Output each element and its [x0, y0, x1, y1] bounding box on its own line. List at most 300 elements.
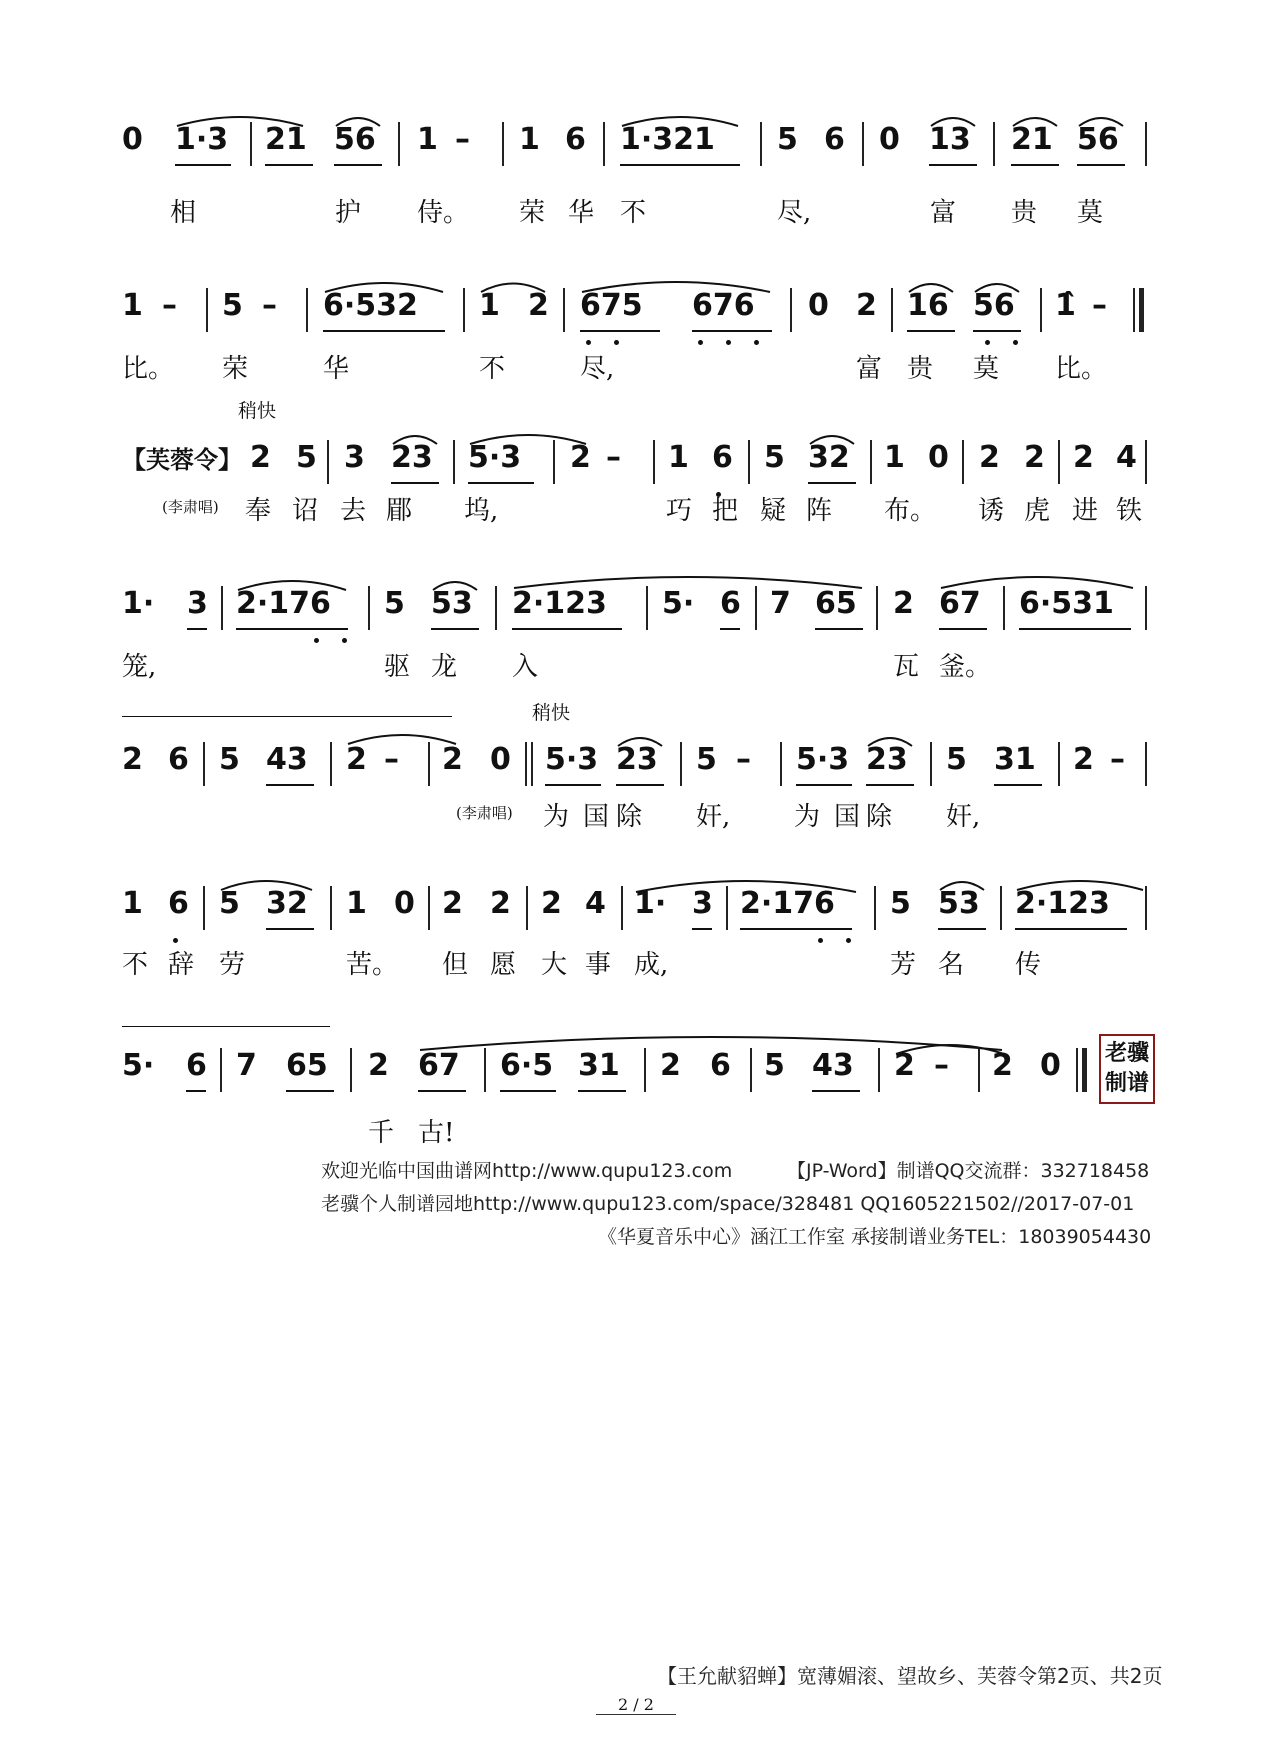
note: 5 [219, 886, 240, 921]
note: 6 [712, 440, 733, 475]
note: 2 [856, 288, 877, 323]
note: 5 [296, 440, 317, 475]
note: 7 [770, 586, 791, 621]
note: 21 [1011, 122, 1053, 157]
lyric: 莫 [1077, 198, 1104, 228]
barline [1058, 742, 1060, 786]
barline [680, 742, 682, 786]
note: – [384, 742, 399, 777]
slur [973, 280, 1021, 294]
lyric: 比。 [1055, 354, 1108, 384]
score-row-4 [0, 586, 1272, 716]
note: 2·176 [740, 886, 835, 921]
lyric: 龙 [431, 652, 458, 682]
underline [1019, 628, 1131, 630]
underline [265, 164, 313, 166]
lyric: 奸, [946, 802, 981, 832]
lower-octave-dot [1013, 340, 1018, 345]
tie-line [122, 716, 452, 717]
barline [531, 742, 533, 786]
lyric: 芳 [890, 950, 917, 980]
note: 2 [250, 440, 271, 475]
lyric: 千 [368, 1118, 395, 1148]
note: 2 [894, 1048, 915, 1083]
barline [525, 742, 527, 786]
lyric: 为 [543, 802, 570, 832]
score-row-3 [0, 440, 1272, 570]
barline [203, 742, 205, 786]
barline [398, 122, 400, 166]
note: 6 [824, 122, 845, 157]
note: 2 [660, 1048, 681, 1083]
barline [993, 122, 995, 166]
note: 5· [662, 586, 695, 621]
note: 1 [417, 122, 438, 157]
lyric: 愿 [490, 950, 517, 980]
note: 2 [1073, 742, 1094, 777]
note: 0 [879, 122, 900, 157]
note: – [162, 288, 177, 323]
barline [453, 440, 455, 484]
note: 0 [490, 742, 511, 777]
lyric: 辞 [168, 950, 195, 980]
underline [468, 482, 534, 484]
barline [330, 886, 332, 930]
underline [323, 330, 445, 332]
note: 5·3 [545, 742, 599, 777]
barline [653, 440, 655, 484]
underline [391, 482, 439, 484]
note: 65 [815, 586, 857, 621]
slur [1015, 878, 1145, 892]
lyric: 大 [541, 950, 568, 980]
note: 2 [1073, 440, 1094, 475]
underline [938, 928, 986, 930]
underline [431, 628, 479, 630]
barline [962, 440, 964, 484]
author-stamp [1099, 1034, 1155, 1104]
note: 31 [578, 1048, 620, 1083]
note: 56 [973, 288, 1015, 323]
barline [368, 586, 370, 630]
note: 5 [890, 886, 911, 921]
lyric: 古! [418, 1118, 455, 1148]
barline [206, 288, 208, 332]
note: 2 [570, 440, 591, 475]
final-barline-thick [1139, 288, 1144, 332]
barline [306, 288, 308, 332]
lyric: 疑 [760, 496, 787, 526]
underline [866, 784, 914, 786]
lyric: 不 [122, 950, 149, 980]
underline [266, 928, 314, 930]
barline [760, 122, 762, 166]
underline [187, 628, 207, 630]
barline [250, 122, 252, 166]
note: 5 [764, 1048, 785, 1083]
barline [563, 288, 565, 332]
barline [780, 742, 782, 786]
lyric: 富 [856, 354, 883, 384]
lyric: 驱 [384, 652, 411, 682]
barline [1145, 742, 1147, 786]
underline [186, 1090, 206, 1092]
singer-note: (李肃唱) [456, 804, 513, 822]
note: – [1110, 742, 1125, 777]
footer-line-1a: 欢迎光临中国曲谱网http://www.qupu123.com [321, 1160, 733, 1182]
underline [929, 164, 977, 166]
note: 2 [979, 440, 1000, 475]
note: 5 [222, 288, 243, 323]
note: 43 [812, 1048, 854, 1083]
note: 3 [692, 886, 713, 921]
lyric: 国 [583, 802, 610, 832]
slur [620, 114, 740, 128]
barline [1040, 288, 1042, 332]
underline [939, 628, 987, 630]
note: 16 [907, 288, 949, 323]
underline [500, 1090, 556, 1092]
slur [479, 280, 547, 294]
lyric: 比。 [122, 354, 175, 384]
singer-note: (李肃唱) [162, 498, 219, 516]
underline [994, 784, 1042, 786]
lower-octave-dot [846, 938, 851, 943]
note: 32 [808, 440, 850, 475]
lyric: 布。 [884, 496, 937, 526]
lower-octave-dot [726, 340, 731, 345]
barline [1058, 440, 1060, 484]
note: 6·532 [323, 288, 418, 323]
lyric: 荣 [222, 354, 249, 384]
note: 5 [219, 742, 240, 777]
lower-octave-dot [818, 938, 823, 943]
note: – [606, 440, 621, 475]
underline [692, 928, 712, 930]
note: 1 [122, 288, 143, 323]
stamp-line-2: 制谱 [1104, 1071, 1149, 1096]
note: 6 [710, 1048, 731, 1083]
note: 2 [541, 886, 562, 921]
note: 4 [585, 886, 606, 921]
underline [580, 330, 660, 332]
underline [334, 164, 382, 166]
barline [891, 288, 893, 332]
barline [1003, 586, 1005, 630]
slur [634, 878, 858, 894]
lower-octave-dot [342, 638, 347, 643]
lyric: 坞, [464, 496, 499, 526]
slur [580, 280, 772, 294]
note: 6·531 [1019, 586, 1114, 621]
lower-octave-dot [586, 340, 591, 345]
note: – [1092, 288, 1107, 323]
slur [1077, 114, 1125, 128]
barline [463, 288, 465, 332]
slur [431, 578, 479, 592]
lyric: 为 [794, 802, 821, 832]
slur [323, 280, 445, 294]
lyric: 贵 [1011, 198, 1038, 228]
tempo-marking: 稍快 [238, 400, 277, 422]
note: 1· [122, 586, 155, 621]
note: 5 [946, 742, 967, 777]
note: 43 [266, 742, 308, 777]
barline [748, 440, 750, 484]
lyric: 苦。 [346, 950, 399, 980]
barline [502, 122, 504, 166]
note: 1 [346, 886, 367, 921]
underline [815, 628, 863, 630]
note: 0 [808, 288, 829, 323]
note: 5 [777, 122, 798, 157]
underline [616, 784, 664, 786]
slur [929, 114, 977, 128]
lyric: 入 [512, 652, 539, 682]
barline [495, 586, 497, 630]
note: 1 [668, 440, 689, 475]
note: 5· [122, 1048, 155, 1083]
note: 5 [696, 742, 717, 777]
lower-octave-dot [754, 340, 759, 345]
note: 6 [168, 886, 189, 921]
lyric: 华 [568, 198, 595, 228]
note: 67 [418, 1048, 460, 1083]
barline [330, 742, 332, 786]
barline [350, 1048, 352, 1092]
note: 7 [236, 1048, 257, 1083]
underline [1077, 164, 1125, 166]
note: 1 [519, 122, 540, 157]
lyric: 郿 [386, 496, 413, 526]
barline [878, 1048, 880, 1092]
note: 0 [1040, 1048, 1061, 1083]
slur [468, 432, 588, 446]
lyric: 成, [634, 950, 669, 980]
note: 1·321 [620, 122, 715, 157]
slur [939, 574, 1135, 590]
note: 23 [616, 742, 658, 777]
final-barline [1076, 1048, 1078, 1092]
section-label: 【芙蓉令】 [122, 445, 242, 474]
slur [219, 878, 314, 892]
lyric: 相 [170, 198, 197, 228]
underline [578, 1090, 626, 1092]
lyric: 国 [834, 802, 861, 832]
note: 2 [442, 886, 463, 921]
footer-line-3: 《华夏音乐中心》涵江工作室 承接制谱业务TEL：18039054430 [598, 1226, 1152, 1248]
note: 2 [893, 586, 914, 621]
lyric: 富 [930, 198, 957, 228]
note: 56 [334, 122, 376, 157]
note: 5·3 [468, 440, 522, 475]
note: 2 [490, 886, 511, 921]
note: 5 [764, 440, 785, 475]
barline [203, 886, 205, 930]
note: 0 [394, 886, 415, 921]
note: 2 [346, 742, 367, 777]
footer-line-1b: 【JP-Word】制谱QQ交流群：332718458 [787, 1160, 1150, 1182]
lyric: 虎 [1024, 496, 1051, 526]
barline [1000, 886, 1002, 930]
slur [236, 578, 348, 592]
note: 56 [1077, 122, 1119, 157]
lyric: 贵 [907, 354, 934, 384]
note: 1 [884, 440, 905, 475]
underline [545, 784, 601, 786]
lyric: 不 [479, 354, 506, 384]
lyric: 诏 [292, 496, 319, 526]
note: – [262, 288, 277, 323]
note: 6 [720, 586, 741, 621]
note: 53 [431, 586, 473, 621]
note: 4 [1116, 440, 1137, 475]
note: 2 [1024, 440, 1045, 475]
note: 2 [442, 742, 463, 777]
lower-octave-dot [173, 938, 178, 943]
note: 2 [528, 288, 549, 323]
lower-octave-dot [314, 638, 319, 643]
lyric: 侍。 [417, 198, 470, 228]
note: 1 [122, 886, 143, 921]
barline [526, 886, 528, 930]
barline [870, 440, 872, 484]
note: 1 [479, 288, 500, 323]
barline [553, 440, 555, 484]
note: 5 [384, 586, 405, 621]
lyric: 除 [866, 802, 893, 832]
note: 5·3 [796, 742, 850, 777]
lyric: 莫 [973, 354, 1000, 384]
lyric: 荣 [519, 198, 546, 228]
lyric: 护 [335, 198, 362, 228]
note: 0 [122, 122, 143, 157]
note: 1·3 [175, 122, 229, 157]
lyric: 奸, [696, 802, 731, 832]
lyric: 尽, [777, 198, 812, 228]
note: 3 [344, 440, 365, 475]
score-row-5 [0, 742, 1272, 872]
note: 53 [938, 886, 980, 921]
underline [266, 784, 314, 786]
footer-line-2: 老骥个人制谱园地http://www.qupu123.com/space/328481 QQ1605221502//2017-07-01 [321, 1193, 1135, 1215]
slur [346, 732, 458, 746]
slur [907, 280, 955, 294]
lyric: 阵 [806, 496, 833, 526]
note: 3 [187, 586, 208, 621]
lyric: 把 [712, 496, 739, 526]
slur [334, 114, 382, 128]
note: – [455, 122, 470, 157]
note: 2·123 [512, 586, 607, 621]
lyric: 笼, [122, 652, 157, 682]
lyric: 尽, [580, 354, 615, 384]
note: 31 [994, 742, 1036, 777]
note: 2 [122, 742, 143, 777]
underline [236, 628, 348, 630]
note: 23 [391, 440, 433, 475]
underline [740, 928, 852, 930]
lyric: 但 [442, 950, 469, 980]
tie-line [122, 1026, 330, 1027]
lower-octave-dot [985, 340, 990, 345]
barline [621, 886, 623, 930]
lyric: 去 [340, 496, 367, 526]
note: – [934, 1048, 949, 1083]
slur [512, 574, 864, 590]
score-row-2 [0, 288, 1272, 418]
slur [938, 878, 986, 892]
barline [876, 586, 878, 630]
barline [1145, 586, 1147, 630]
barline [1145, 886, 1147, 930]
slur [391, 432, 439, 446]
underline [796, 784, 852, 786]
tempo-marking: 稍快 [532, 702, 571, 724]
underline [175, 164, 231, 166]
slur [175, 114, 305, 128]
barline [750, 1048, 752, 1092]
lyric: 瓦 [893, 652, 920, 682]
underline [808, 482, 856, 484]
lyric: 进 [1072, 496, 1099, 526]
lyric: 釜。 [939, 652, 992, 682]
barline [1145, 122, 1147, 166]
lyric: 名 [938, 950, 965, 980]
note: 6 [565, 122, 586, 157]
score-row-6 [0, 886, 1272, 1016]
underline [720, 628, 740, 630]
lower-octave-dot [614, 340, 619, 345]
underline [620, 164, 740, 166]
underline [418, 1090, 466, 1092]
lyric: 不 [620, 198, 647, 228]
barline [862, 122, 864, 166]
lyric: 事 [585, 950, 612, 980]
underline [286, 1090, 334, 1092]
slur [1011, 114, 1059, 128]
note: 6 [186, 1048, 207, 1083]
barline [603, 122, 605, 166]
note: 6·5 [500, 1048, 554, 1083]
barline [646, 586, 648, 630]
note: 32 [266, 886, 308, 921]
lyric: 铁 [1116, 496, 1143, 526]
lyric: 奉 [245, 496, 272, 526]
barline [874, 886, 876, 930]
lyric: 巧 [666, 496, 693, 526]
underline [512, 628, 622, 630]
barline [644, 1048, 646, 1092]
slur [616, 734, 664, 748]
lyric: 华 [323, 354, 350, 384]
underline [907, 330, 955, 332]
score-row-1 [0, 122, 1272, 252]
barline [484, 1048, 486, 1092]
page-footer-title: 【王允献貂蝉】宽薄媚滚、望故乡、芙蓉令第2页、共2页 [657, 1664, 1163, 1688]
lyric: 除 [616, 802, 643, 832]
barline [327, 440, 329, 484]
barline [1145, 440, 1147, 484]
final-barline-thick [1082, 1048, 1087, 1092]
note: 2 [368, 1048, 389, 1083]
final-barline [1133, 288, 1135, 332]
note: 23 [866, 742, 908, 777]
barline [220, 1048, 222, 1092]
underline [1015, 928, 1127, 930]
note: 13 [929, 122, 971, 157]
barline [755, 586, 757, 630]
